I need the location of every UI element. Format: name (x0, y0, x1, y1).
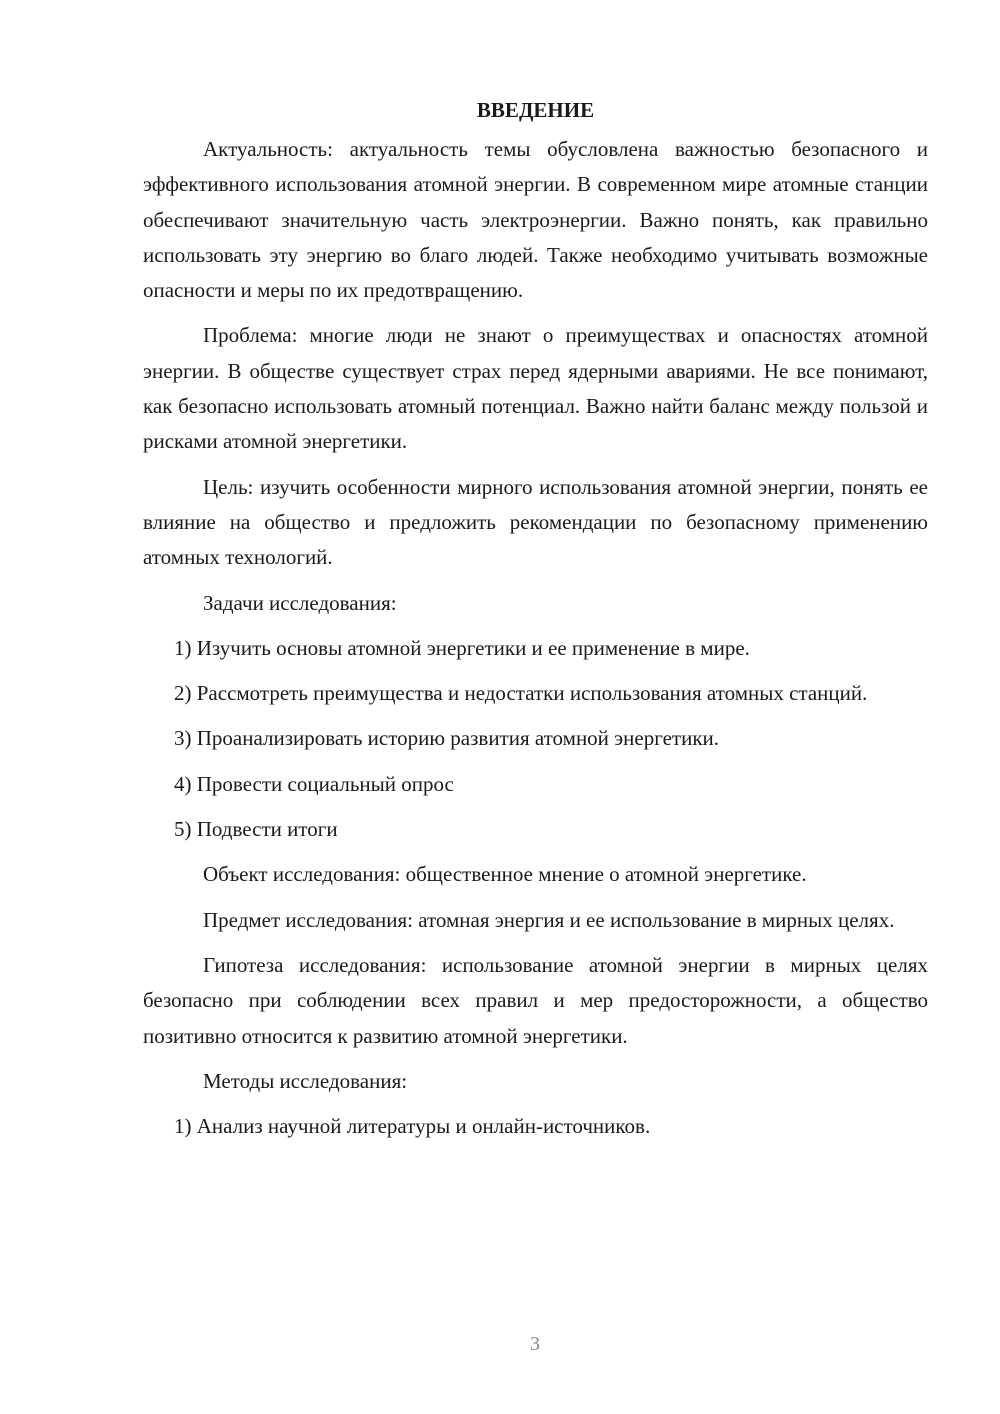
methods-heading: Методы исследования: (203, 1068, 408, 1093)
method-item-1: 1) Анализ научной литературы и онлайн-источников. (174, 1114, 651, 1139)
task-item-2: 2) Рассмотреть преимущества и недостатки использования атомных станций. (174, 681, 868, 706)
task-item-4: 4) Провести социальный опрос (174, 771, 454, 796)
document-page (143, 92, 928, 1154)
tasks-heading: Задачи исследования: (203, 590, 397, 615)
task-item-3: 3) Проанализировать историю развития атомной энергетики. (174, 726, 720, 751)
page-number: 3 (530, 1333, 540, 1355)
relevance-paragraph: Актуальность: актуальность темы обусловлена важностью безопасного и эффективного использования атомной энергии. В современном мире атомные станции обеспечивают значительную часть электроэнергии. Важно понять, как правильно использовать эту энергию во благо людей. Также необходимо учитывать возможные опасности и меры по их предотвращению. (143, 137, 928, 303)
section-title: ВВЕДЕНИЕ (476, 98, 595, 122)
hypothesis-paragraph: Гипотеза исследования: использование атомной энергии в мирных целях безопасно при соблюдении всех правил и мер предосторожности, а общество позитивно относится к развитию атомной энергетики. (143, 952, 928, 1048)
object-paragraph: Объект исследования: общественное мнение о атомной энергетике. (203, 862, 807, 887)
subject-paragraph: Предмет исследования: атомная энергия и ее использование в мирных целях. (203, 907, 895, 932)
problem-paragraph: Проблема: многие люди не знают о преимуществах и опасностях атомной энергии. В обществе существует страх перед ядерными авариями. Не все понимают, как безопасно использовать атомный потенциал. Важно найти баланс между пользой и рисками атомной энергетики. (143, 323, 928, 454)
goal-paragraph: Цель: изучить особенности мирного использования атомной энергии, понять ее влияние на общество и предложить рекомендации по безопасному применению атомных технологий. (143, 474, 928, 570)
task-item-1: 1) Изучить основы атомной энергетики и ее применение в мире. (174, 635, 750, 660)
task-item-5: 5) Подвести итоги (174, 817, 338, 842)
